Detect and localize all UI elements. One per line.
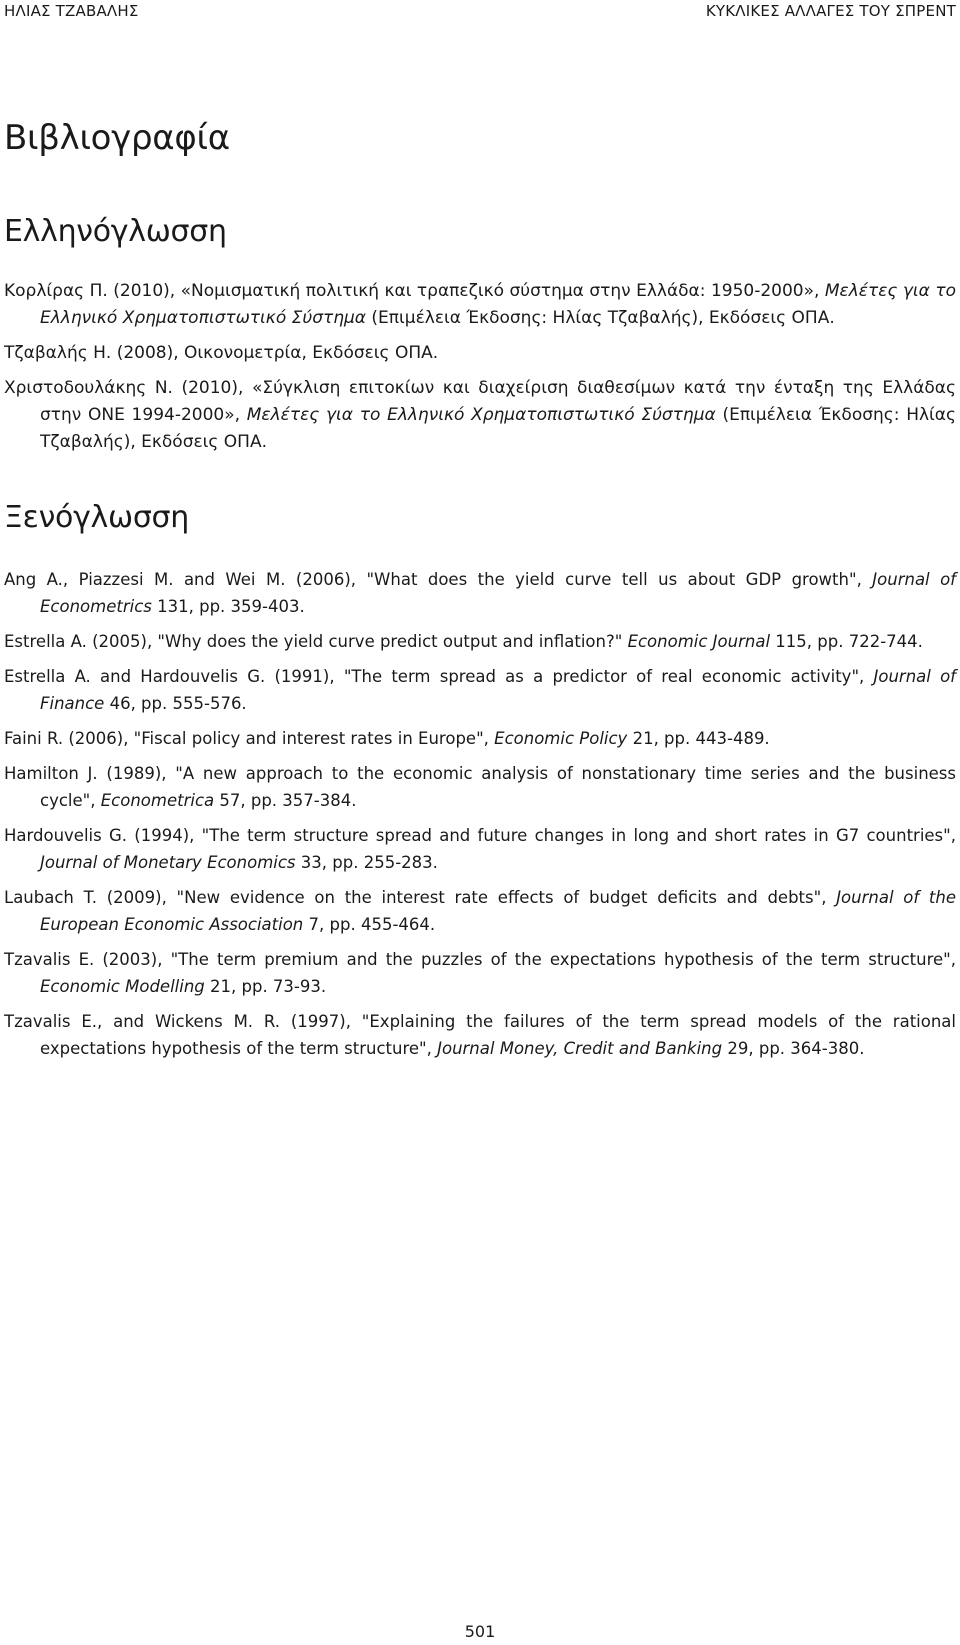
header-author: ΗΛΙΑΣ ΤΖΑΒΑΛΗΣ: [4, 2, 139, 20]
reference-item: Faini R. (2006), "Fiscal policy and interest rates in Europe", Economic Policy 21, pp. 443-489.: [4, 729, 770, 748]
page-number: 501: [464, 1622, 496, 1641]
greek-reference-list: [4, 278, 956, 464]
reference-item: Laubach T. (2009), "New evidence on the interest rate effects of budget deficits and debts", Journal of the European Economic Association 7, pp. 455-464.: [4, 888, 956, 934]
reference-item: Κορλίρας Π. (2010), «Νομισματική πολιτική και τραπεζικό σύστημα στην Ελλάδα: 1950-2000», Μελέτες για το Ελληνικό Χρηματοπιστωτικό Σύστημα (Επιμέλεια Έκδοσης: Ηλίας Τζαβαλής), Εκδόσεις ΟΠΑ.: [4, 281, 956, 328]
reference-item: Estrella A. and Hardouvelis G. (1991), "The term spread as a predictor of real economic activity", Journal of Finance 46, pp. 555-576.: [4, 667, 956, 713]
page-title: Βιβλιογραφία: [4, 118, 230, 158]
header-title: ΚΥΚΛΙΚΕΣ ΑΛΛΑΓΕΣ ΤΟΥ ΣΠΡΕΝΤ: [705, 2, 956, 20]
reference-item: Hamilton J. (1989), "A new approach to the economic analysis of nonstationary time series and the business cycle", Econometrica 57, pp. 357-384.: [4, 764, 956, 810]
reference-item: Χριστοδουλάκης Ν. (2010), «Σύγκλιση επιτοκίων και διαχείριση διαθεσίμων κατά την ένταξη της Ελλάδας στην ΟΝΕ 1994-2000», Μελέτες για το Ελληνικό Χρηματοπιστωτικό Σύστημα (Επιμέλεια Έκδοσης: Ηλίας Τζαβαλής), Εκδόσεις ΟΠΑ.: [4, 378, 956, 452]
reference-item: Tzavalis E., and Wickens M. R. (1997), "Explaining the failures of the term spread models of the rational expectations hypothesis of the term structure", Journal Money, Credit and Banking 29, pp. 364-380.: [4, 1012, 956, 1058]
reference-item: Tzavalis E. (2003), "The term premium and the puzzles of the expectations hypothesis of the term structure", Economic Modelling 21, pp. 73-93.: [4, 950, 956, 996]
reference-item: Estrella A. (2005), "Why does the yield curve predict output and inflation?" Economic Journal 115, pp. 722-744.: [4, 632, 923, 651]
greek-section-heading: Ελληνόγλωσση: [4, 214, 227, 249]
reference-item: Ang A., Piazzesi M. and Wei M. (2006), "What does the yield curve tell us about GDP growth", Journal of Econometrics 131, pp. 359-403.: [4, 570, 956, 616]
foreign-section-heading: Ξενόγλωσση: [4, 500, 189, 535]
foreign-reference-list: [4, 566, 956, 1070]
reference-item: Hardouvelis G. (1994), "The term structure spread and future changes in long and short rates in G7 countries", Journal of Monetary Economics 33, pp. 255-283.: [4, 826, 956, 872]
reference-item: Τζαβαλής Η. (2008), Οικονομετρία, Εκδόσεις ΟΠΑ.: [4, 343, 439, 363]
running-header: [0, 2, 960, 22]
